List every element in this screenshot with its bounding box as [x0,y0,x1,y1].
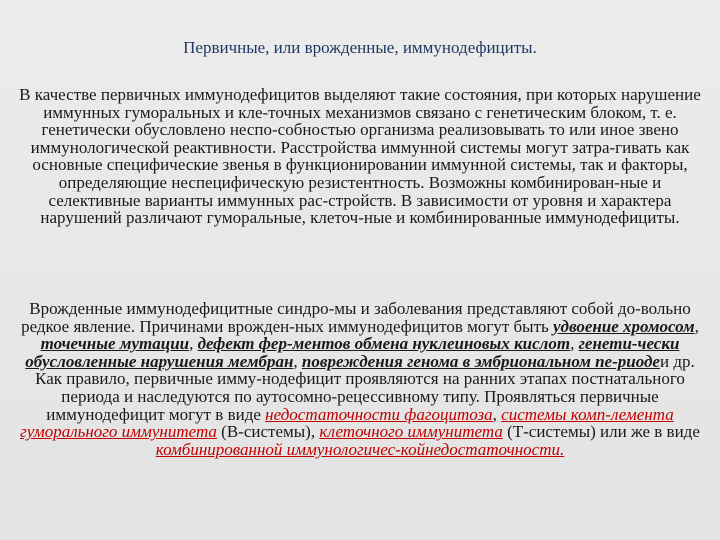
text-segment: (Т-системы) или же в виде [502,422,700,442]
slide-title: Первичные, или врожденные, иммунодефициты. [183,38,537,57]
term-membrane-disorders: генети-чески обусловленные нарушения мембран [25,334,680,371]
link-combined-immunodeficiency[interactable]: комбинированной иммунологичес-койнедостаточности. [155,439,565,459]
text-segment: (В-системы), [216,422,320,442]
paragraph-congenital-causes [18,300,702,458]
text-segment: , [694,316,699,336]
link-humoral-immunity[interactable]: гуморального иммунитета [20,422,217,442]
text-segment: и др. Как правило, первичные имму-нодефицит проявляются на ранних этапах постнатального периода и наследуются по аутосомно-рецессивному типу. Проявляться первичные иммунодефицит могут в виде [35,351,695,424]
link-cellular-immunity[interactable]: клеточного иммунитета [319,422,503,442]
term-point-mutations: точечные мутации [40,334,190,354]
text-segment: , [492,404,502,424]
link-complement-system[interactable]: системы комп-лемента [501,404,674,424]
text-segment: , [293,351,302,371]
term-genome-damage: повреждения генома в эмбриональном пе-риоде [301,351,660,371]
term-chromosome-doubling: удвоение хромосом [553,316,695,336]
paragraph-primary-immunodeficiency: В качестве первичных иммунодефицитов выделяют такие состояния, при которых нарушение иммунных гуморальных и кле-точных механизмов связано с генетическим блоком, т. е. генетически обусловлено неспо-собностью организма реализовывать то или иное звено иммунологической реактивности. Расстройства иммунной системы могут затра-гивать как основные специфические звенья в функционировании иммунной системы, так и факторы, определяющие неспецифическую резистентность. Возможны комбинирован-ные и селективные варианты иммунных рас-стройств. В зависимости от уровня и характера нарушений различают гуморальные, клеточ-ные и комбинированные иммунодефициты. [19,85,701,228]
text-segment: Врожденные иммунодефицитные синдро-мы и заболевания представляют собой до-вольно редкое явление. Причинами врожден-ных иммунодефицитов могут быть [21,299,691,336]
text-segment: , [189,334,198,354]
text-segment: , [570,334,579,354]
link-phagocytosis-deficiency[interactable]: недостаточности фагоцитоза [265,404,493,424]
term-enzyme-defect: дефект фер-ментов обмена нуклеиновых кислот [197,334,571,354]
